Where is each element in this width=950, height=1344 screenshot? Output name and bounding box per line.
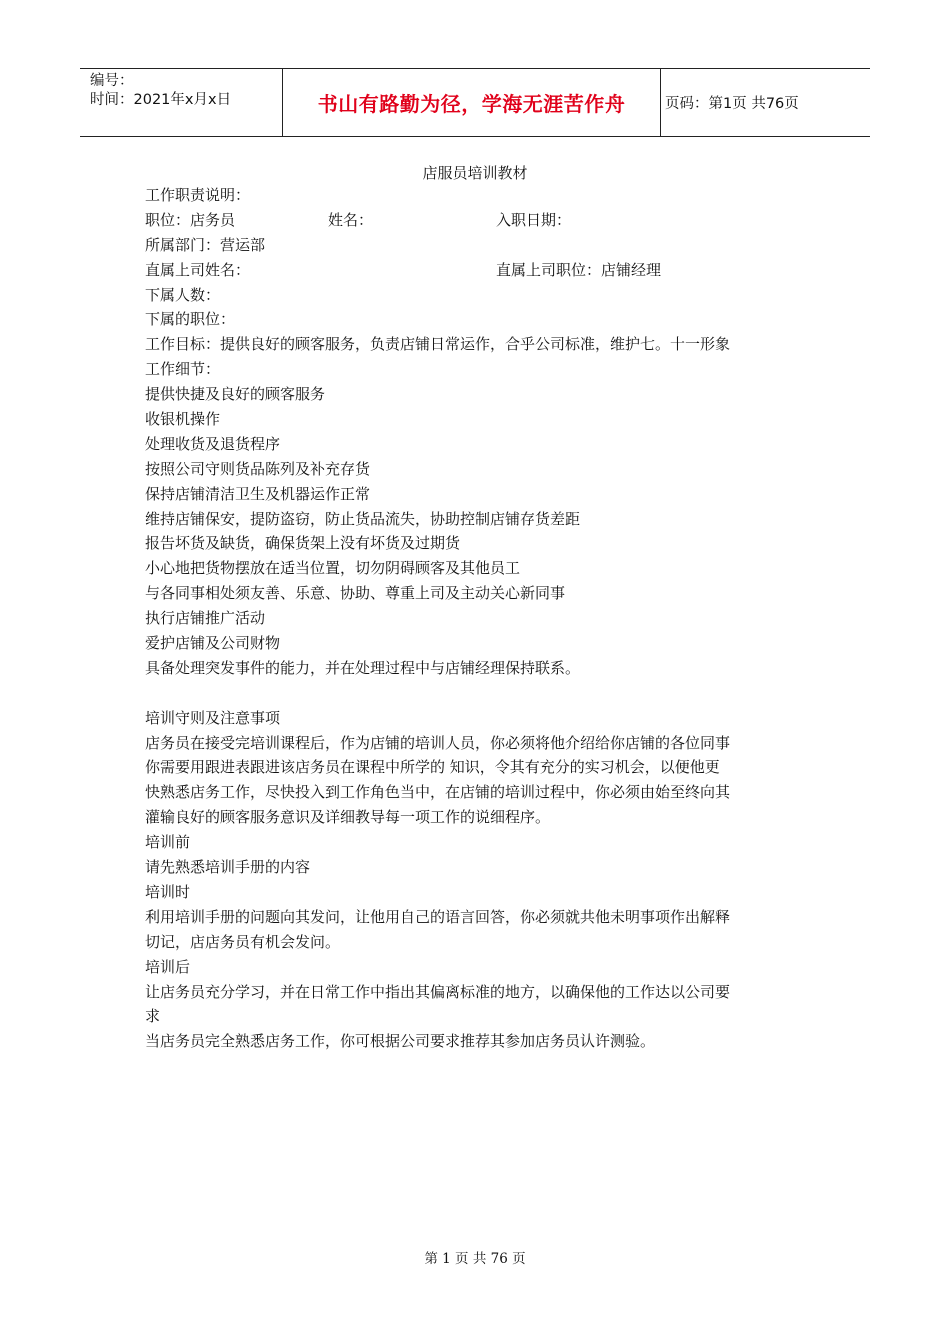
department-field: 所属部门：营运部 [145,235,266,254]
job-detail-item: 按照公司守则货品陈列及补充存货 [145,459,371,478]
supervisor-row [145,258,825,283]
training-intro-line: 你需要用跟进表跟进该店务员在课程中所学的 知识，令其有充分的实习机会，以便他更 [145,758,720,777]
before-training-heading: 培训前 [145,833,191,852]
supervisor-position-field: 直属上司职位：店铺经理 [496,260,662,279]
after-training-line: 当店务员完全熟悉店务工作，你可根据公司要求推荐其参加店务员认许测验。 [145,1032,656,1051]
document-date: 时间：2021年x月x日 [90,92,232,108]
job-detail-item: 收银机操作 [145,410,221,429]
during-training-heading: 培训时 [145,882,191,901]
job-detail-item: 具备处理突发事件的能力，并在处理过程中与店铺经理保持联系。 [145,658,581,677]
training-intro-line: 店务员在接受完培训课程后，作为店铺的培训人员，你必须将他介绍给你店铺的各位同事 [145,733,731,752]
document-title: 店服员培训教材 [422,164,528,182]
job-detail-item: 报告坏货及缺货，确保货架上没有坏货及过期货 [145,534,461,553]
job-detail-item: 爱护店铺及公司财物 [145,634,281,653]
header-page-info: 页码：第1页 共76页 [665,96,799,112]
job-detail-item: 与各同事相处须友善、乐意、协助、尊重上司及主动关心新同事 [145,584,566,603]
job-detail-item: 执行店铺推广活动 [145,609,266,628]
job-detail-item: 处理收货及退货程序 [145,434,281,453]
job-goal: 工作目标：提供良好的顾客服务，负责店铺日常运作，合乎公司标准，维护七。十一形象 [145,335,731,354]
page-header [80,68,870,137]
position-row [145,208,825,233]
training-intro-line: 快熟悉店务工作，尽快投入到工作角色当中，在店铺的培训过程中，你必须由始至终向其 [145,783,731,802]
header-left-cell [80,69,282,136]
during-training-line: 利用培训手册的问题向其发问，让他用自己的语言回答，你必须就共他未明事项作出解释 [145,907,731,926]
subordinate-count-field: 下属人数： [145,285,221,304]
job-details-heading: 工作细节： [145,360,221,379]
during-training-line: 切记，店店务员有机会发问。 [145,932,341,951]
hire-date-field: 入职日期： [496,210,572,229]
subordinate-position-field: 下属的职位： [145,310,236,329]
name-field: 姓名： [328,210,374,229]
after-training-heading: 培训后 [145,957,191,976]
position-field: 职位：店务员 [145,210,236,229]
document-body [145,183,825,1054]
job-detail-item: 保持店铺清洁卫生及机器运作正常 [145,484,371,503]
page-footer: 第 1 页 共 76 页 [424,1251,526,1267]
before-training-text: 请先熟悉培训手册的内容 [145,858,311,877]
after-training-line: 求 [145,1007,161,1026]
job-detail-item: 提供快捷及良好的顾客服务 [145,385,326,404]
training-intro-line: 灌输良好的顾客服务意识及详细教导每一项工作的说细程序。 [145,808,551,827]
job-detail-item: 维持店铺保安，提防盗窃，防止货品流失，协助控制店铺存货差距 [145,509,581,528]
supervisor-name-field: 直属上司姓名： [145,260,251,279]
paragraph-spacer [145,681,825,706]
after-training-line: 让店务员充分学习，并在日常工作中指出其偏离标准的地方，以确保他的工作达以公司要 [145,982,731,1001]
document-number-label: 编号： [90,73,134,89]
header-motto: 书山有路勤为径，学海无涯苦作舟 [317,92,626,116]
job-description-heading: 工作职责说明： [145,186,251,204]
job-detail-item: 小心地把货物摆放在适当位置，切勿阴碍顾客及其他员工 [145,559,521,578]
training-rules-heading: 培训守则及注意事项 [145,708,281,727]
header-motto-cell [282,69,661,136]
